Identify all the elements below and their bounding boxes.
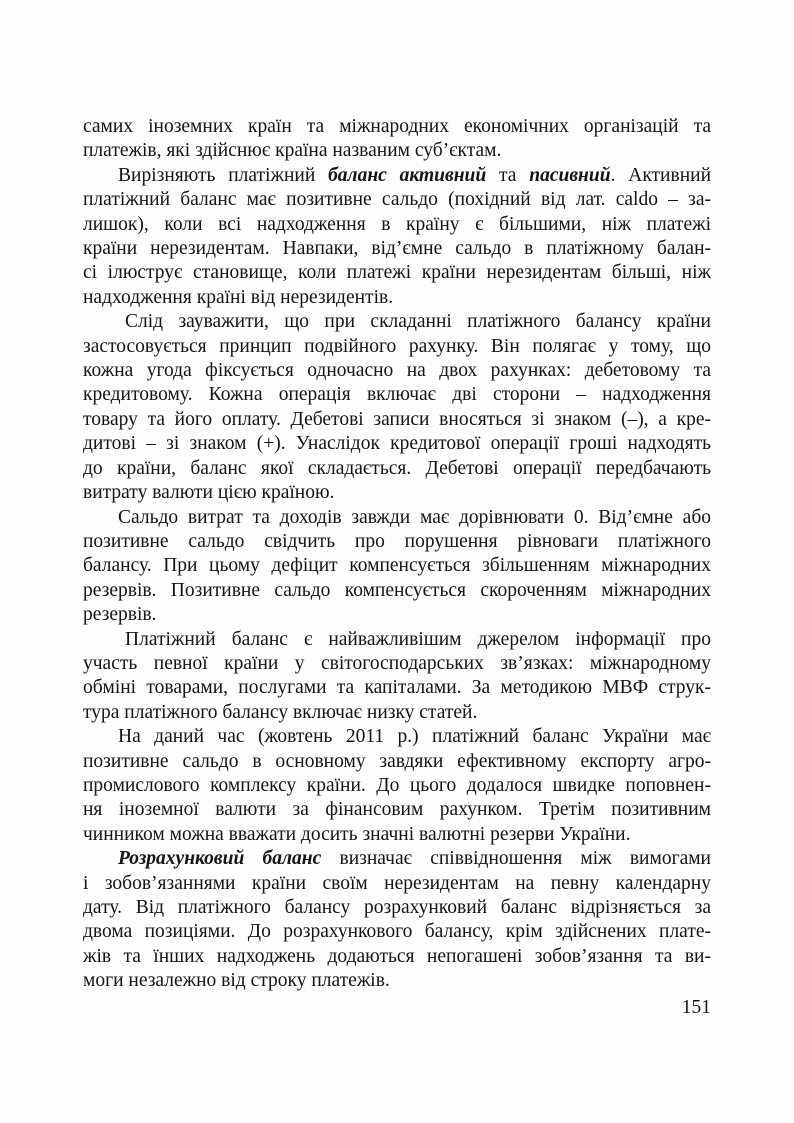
text-line: резервів. Позитивне сальдо компенсується скороченням міжнародних	[83, 579, 711, 601]
text-line: двома позиціями. До розрахункового балансу, крім здійснених плате-	[83, 921, 711, 943]
paragraph	[83, 115, 711, 164]
text-line: сі ілюструє становище, коли платежі країни нерезидентам більші, ніж	[83, 262, 711, 284]
paragraph	[83, 506, 711, 628]
text-segment: визначає співвідношення між вимогами	[321, 848, 711, 870]
text-segment: . Активний	[610, 164, 712, 186]
text-line: позитивне сальдо в основному завдяки ефективному експорту агро-	[83, 750, 711, 772]
text-line: тура платіжного балансу включає низку статей.	[83, 701, 478, 723]
text-line	[83, 164, 711, 188]
text-line: товару та його оплату. Дебетові записи вносяться зі знаком (–), а кре-	[83, 408, 711, 430]
paragraph	[83, 310, 711, 505]
page-body-text	[83, 115, 711, 994]
text-line: витрату валюти цією країною.	[83, 482, 335, 504]
text-line: кредитовому. Кожна операція включає дві сторони – надходження	[83, 384, 711, 406]
text-line: жів та їнших надходжень додаються непогашені зобов’язання та ви-	[83, 945, 711, 967]
text-segment: та	[486, 164, 530, 186]
text-line: надходження країні від нерезидентів.	[83, 286, 394, 308]
text-line: дитові – зі знаком (+). Унаслідок кредитової операції гроші надходять	[83, 433, 711, 455]
text-line: моги незалежно від строку платежів.	[83, 970, 390, 992]
text-line: На даний час (жовтень 2011 р.) платіжний баланс України має	[118, 726, 711, 748]
paragraph	[83, 725, 711, 847]
text-line: платіжний баланс має позитивне сальдо (похідний від лат. caldo – за-	[83, 189, 711, 211]
text-line: позитивне сальдо свідчить про порушення рівноваги платіжного	[83, 530, 711, 552]
emphasis-term: пасивний	[529, 164, 611, 186]
paragraph	[83, 628, 711, 726]
text-line: самих іноземних країн та міжнародних економічних організацій та	[83, 116, 711, 137]
text-line: резервів.	[83, 604, 157, 626]
text-line: країни нерезидентам. Навпаки, від’ємне сальдо в платіжному балан-	[83, 238, 711, 260]
text-line: промислового комплексу країни. До цього додалося швидке поповнен-	[83, 774, 711, 796]
text-line: і зобов’язаннями країни своїм нерезидентам на певну календарну	[83, 872, 711, 894]
text-line	[83, 847, 711, 871]
text-line: участь певної країни у світогосподарських зв’язках: міжнародному	[83, 652, 711, 674]
text-line: Платіжний баланс є найважливішим джерелом інформації про	[125, 628, 711, 650]
text-segment: Вирізняють платіжний	[118, 164, 329, 186]
paragraph	[83, 164, 711, 310]
text-line: балансу. При цьому дефіцит компенсується збільшенням міжнародних	[83, 555, 711, 577]
emphasis-term: баланс активний	[328, 164, 487, 186]
text-line: дату. Від платіжного балансу розрахунковий баланс відрізняється за	[83, 897, 711, 918]
text-line: Слід зауважити, що при складанні платіжного балансу країни	[125, 311, 711, 333]
text-line: Сальдо витрат та доходів завжди має дорівнювати 0. Від’ємне або	[118, 506, 711, 528]
text-line: обміні товарами, послугами та капіталами. За методикою МВФ струк-	[83, 677, 711, 699]
text-line: лишок), коли всі надходження в країну є більшими, ніж платежі	[83, 213, 711, 235]
text-line: платежів, які здійснює країна названим суб’єктам.	[83, 140, 502, 162]
text-line: кожна угода фіксується одночасно на двох рахунках: дебетовому та	[83, 360, 711, 382]
text-line: чинником можна вважати досить значні валютні резерви України.	[83, 823, 631, 845]
emphasis-term: Розрахунковий баланс	[118, 848, 322, 870]
text-line: ня іноземної валюти за фінансовим рахунком. Третім позитивним	[83, 799, 711, 821]
text-line: застосовується принцип подвійного рахунку. Він полягає у тому, що	[83, 335, 711, 357]
text-line: до країни, баланс якої складається. Дебетові операції передбачають	[83, 457, 711, 479]
page-number: 151	[681, 997, 711, 1018]
paragraph	[83, 847, 711, 993]
